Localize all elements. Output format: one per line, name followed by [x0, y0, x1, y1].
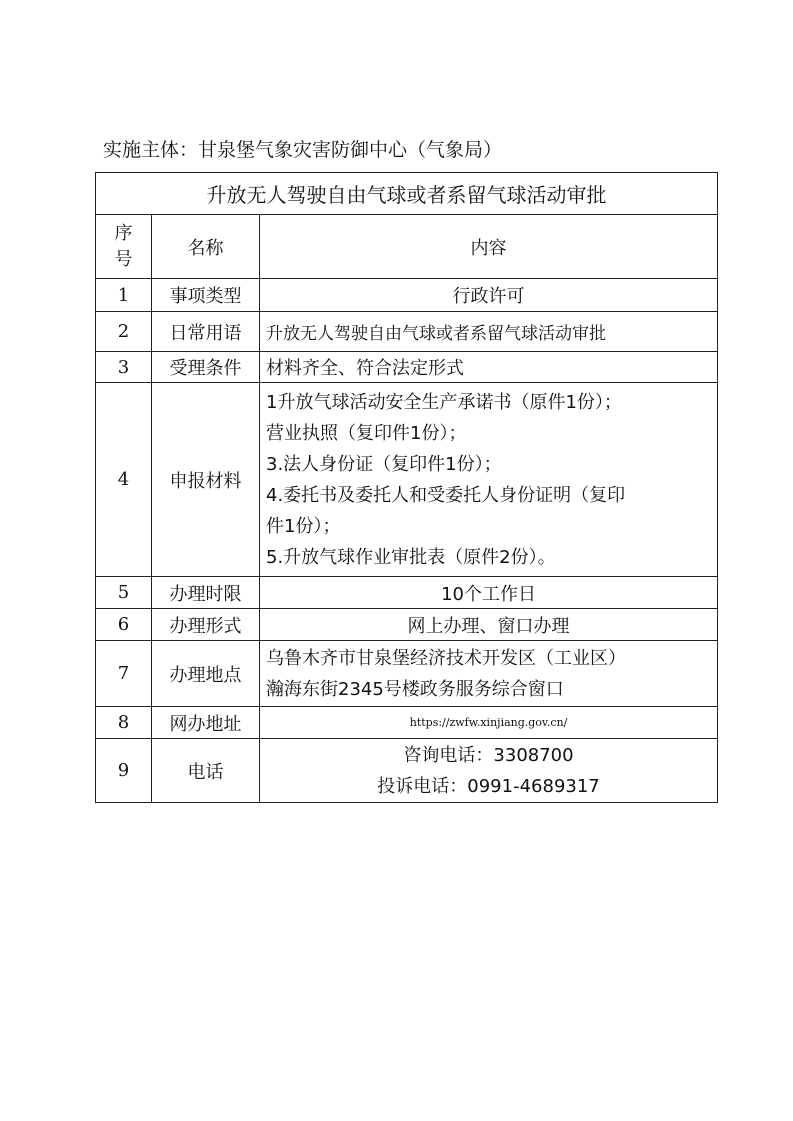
row-name: 日常用语 — [152, 312, 260, 352]
header-number-line2: 号 — [114, 248, 133, 270]
row-name: 办理时限 — [152, 577, 260, 609]
header-name: 名称 — [152, 215, 260, 279]
row-number: 5 — [96, 577, 152, 609]
table-row — [96, 312, 718, 352]
row-name: 事项类型 — [152, 279, 260, 312]
table-row — [96, 739, 718, 803]
address-line: 乌鲁木齐市甘泉堡经济技术开发区（工业区） — [266, 647, 626, 669]
implementing-entity: 实施主体：甘泉堡气象灾害防御中心（气象局） — [103, 139, 503, 161]
approval-info-table — [95, 172, 718, 803]
material-item: 5.升放气球作业审批表（原件2份）。 — [266, 546, 556, 568]
table-row — [96, 383, 718, 577]
row-number: 9 — [96, 739, 152, 803]
address-line: 瀚海东街2345号楼政务服务综合窗口 — [266, 678, 564, 700]
table-row — [96, 609, 718, 641]
row-name: 受理条件 — [152, 352, 260, 383]
table-title: 升放无人驾驶自由气球或者系留气球活动审批 — [96, 173, 718, 215]
row-name: 网办地址 — [152, 707, 260, 739]
table-row — [96, 641, 718, 707]
online-service-url[interactable]: https://zwfw.xinjiang.gov.cn/ — [260, 707, 718, 739]
material-item: 营业执照（复印件1份）； — [266, 422, 467, 444]
row-content: 10个工作日 — [260, 577, 718, 609]
row-number: 6 — [96, 609, 152, 641]
row-number: 8 — [96, 707, 152, 739]
table-header-row — [96, 215, 718, 279]
row-content: 材料齐全、符合法定形式 — [260, 352, 718, 383]
row-number: 1 — [96, 279, 152, 312]
consult-phone: 咨询电话：3308700 — [403, 744, 574, 766]
row-number: 4 — [96, 383, 152, 577]
complaint-phone: 投诉电话：0991-4689317 — [377, 775, 600, 797]
service-location — [260, 641, 718, 707]
row-content: 网上办理、窗口办理 — [260, 609, 718, 641]
material-item: 1升放气球活动安全生产承诺书（原件1份）； — [266, 391, 622, 413]
material-item: 4.委托书及委托人和受委托人身份证明（复印 — [266, 484, 626, 506]
phone-numbers — [260, 739, 718, 803]
material-item: 3.法人身份证（复印件1份）； — [266, 453, 502, 475]
row-content: 行政许可 — [260, 279, 718, 312]
table-row — [96, 707, 718, 739]
header-number-line1: 序 — [114, 222, 133, 244]
row-name: 办理形式 — [152, 609, 260, 641]
row-name: 办理地点 — [152, 641, 260, 707]
row-number: 3 — [96, 352, 152, 383]
row-number: 2 — [96, 312, 152, 352]
row-content: 升放无人驾驶自由气球或者系留气球活动审批 — [260, 312, 718, 352]
table-title-row — [96, 173, 718, 215]
table-row — [96, 352, 718, 383]
table-row — [96, 577, 718, 609]
row-number: 7 — [96, 641, 152, 707]
row-name: 申报材料 — [152, 383, 260, 577]
materials-list — [260, 383, 718, 577]
header-number — [96, 215, 152, 279]
table-row — [96, 279, 718, 312]
material-item: 件1份）； — [266, 515, 341, 537]
row-name: 电话 — [152, 739, 260, 803]
header-content: 内容 — [260, 215, 718, 279]
